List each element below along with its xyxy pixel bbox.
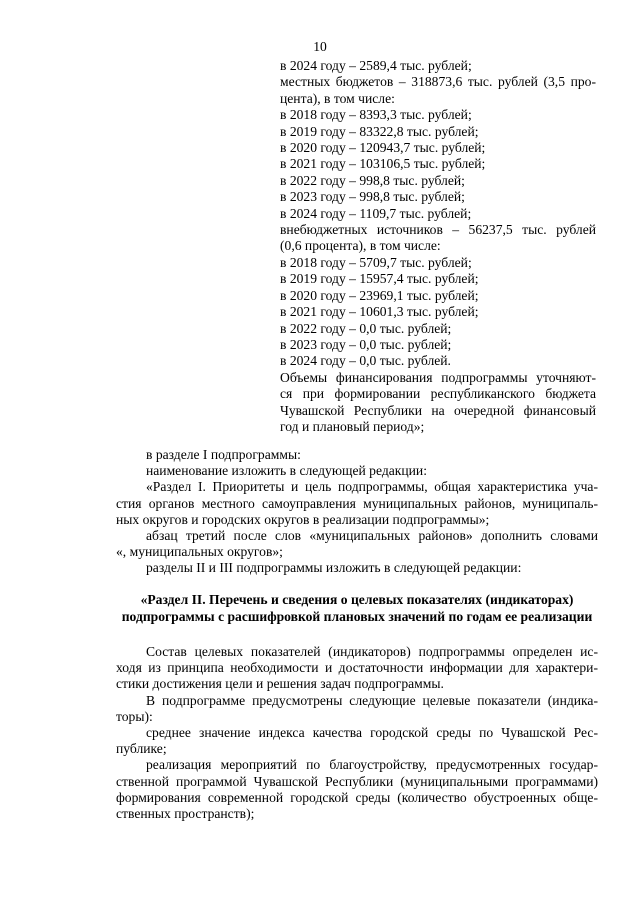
paragraph-line: абзац третий после слов «муниципальных районов» дополнить словами [146, 528, 598, 544]
paragraph-line: ходя из принципа необходимости и достаточности информации для характери- [116, 660, 598, 676]
section-body [116, 644, 598, 822]
financing-line: в 2018 году – 8393,3 тыс. рублей; [280, 107, 472, 123]
section-heading-line: подпрограммы с расшифровкой плановых значений по годам ее реализации [121, 609, 593, 624]
paragraph-line: формирования современной городской среды (количество обустроенных обще- [116, 789, 598, 805]
paragraph: наименование изложить в следующей редакции: [146, 463, 427, 479]
financing-line: внебюджетных источников – 56237,5 тыс. рублей [280, 222, 596, 238]
paragraph-line: ных округов и городских округов в реализации подпрограммы»; [116, 511, 490, 527]
section-heading [116, 591, 598, 625]
paragraph-line: ственных пространств); [116, 806, 255, 822]
paragraph-line: ственной программой Чувашской Республики (муниципальными программами) [116, 773, 598, 789]
paragraph-line: публике; [116, 741, 167, 757]
paragraph-line: реализация мероприятий по благоустройству, предусмотренных государ- [146, 757, 598, 773]
financing-line: (0,6 процента), в том числе: [280, 238, 441, 254]
paragraph: разделы II и III подпрограммы изложить в следующей редакции: [146, 560, 522, 576]
paragraph-line: «Раздел I. Приоритеты и цель подпрограммы, общая характеристика уча- [146, 479, 598, 495]
financing-line: в 2022 году – 998,8 тыс. рублей; [280, 172, 465, 188]
page-number: 10 [313, 39, 327, 54]
financing-column [280, 58, 596, 435]
financing-line: Чувашской Республики на очередной финансовый [280, 402, 596, 418]
financing-line: в 2019 году – 83322,8 тыс. рублей; [280, 123, 479, 139]
financing-line: в 2024 году – 1109,7 тыс. рублей; [280, 205, 472, 221]
paragraph-line: «, муниципальных округов»; [116, 544, 283, 560]
financing-line: ся при формировании республиканского бюджета [280, 386, 596, 402]
amendments-block [116, 447, 598, 577]
financing-line: год и плановый период»; [280, 418, 425, 434]
financing-line: в 2021 году – 103106,5 тыс. рублей; [280, 156, 486, 172]
financing-line: в 2021 году – 10601,3 тыс. рублей; [280, 304, 479, 320]
paragraph: в разделе I подпрограммы: [146, 447, 301, 462]
financing-line: цента), в том числе: [280, 90, 395, 106]
paragraph-line: Состав целевых показателей (индикаторов) подпрограммы определен ис- [146, 644, 598, 659]
paragraph-line: В подпрограмме предусмотрены следующие целевые показатели (индика- [146, 692, 598, 708]
financing-line: в 2018 году – 5709,7 тыс. рублей; [280, 254, 472, 270]
financing-line: в 2022 году – 0,0 тыс. рублей; [280, 320, 452, 336]
paragraph-line: торы): [116, 708, 153, 724]
financing-line: в 2020 году – 23969,1 тыс. рублей; [280, 287, 479, 303]
paragraph-line: стия органов местного самоуправления муниципальных районов, муниципаль- [116, 495, 598, 511]
paragraph-line: стики достижения цели и решения задач подпрограммы. [116, 676, 444, 692]
financing-line: местных бюджетов – 318873,6 тыс. рублей (3,5 про- [280, 74, 596, 90]
financing-line: в 2020 году – 120943,7 тыс. рублей; [280, 140, 486, 156]
financing-line: Объемы финансирования подпрограммы уточняют- [280, 369, 596, 385]
financing-line: в 2019 году – 15957,4 тыс. рублей; [280, 271, 479, 287]
financing-line: в 2024 году – 2589,4 тыс. рублей; [280, 58, 472, 73]
financing-line: в 2023 году – 998,8 тыс. рублей; [280, 189, 465, 205]
financing-line: в 2024 году – 0,0 тыс. рублей. [280, 353, 451, 369]
financing-line: в 2023 году – 0,0 тыс. рублей; [280, 336, 452, 352]
paragraph-line: среднее значение индекса качества городской среды по Чувашской Рес- [146, 725, 598, 741]
section-heading-line: «Раздел II. Перечень и сведения о целевых показателях (индикаторах) [140, 592, 574, 607]
